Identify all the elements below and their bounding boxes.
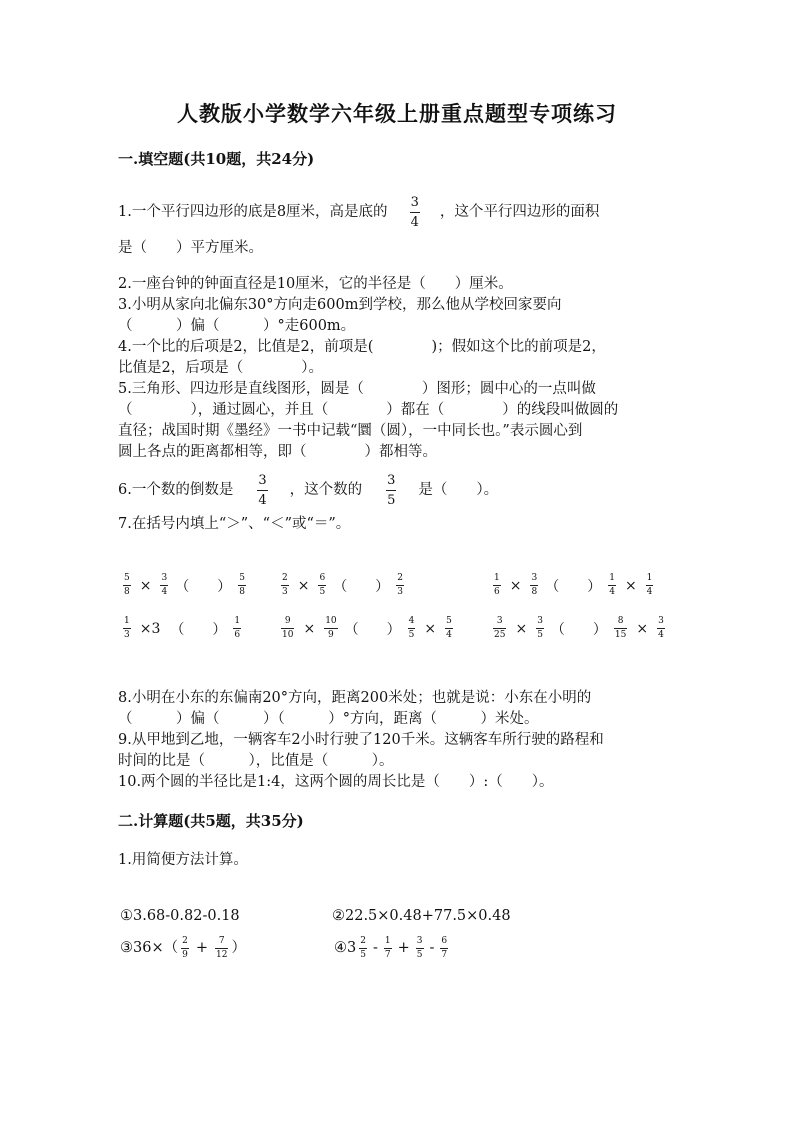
- left-fraction-1: [281, 617, 294, 640]
- fraction-bar: [233, 628, 241, 629]
- question-5-line-1: 5.三角形、四边形是直线图形，圆是（ ）图形；圆中心的一点叫做: [118, 381, 596, 397]
- question-8-line-2: （ ）偏（ ）（ ）°方向，距离（ ）米处。: [118, 711, 539, 727]
- fraction-numerator: 3: [387, 473, 396, 488]
- fraction-bar: [181, 948, 189, 949]
- fraction-numerator: 7: [218, 936, 225, 946]
- fraction-numerator: 2: [397, 573, 403, 583]
- calc-4-plus: +: [397, 940, 410, 956]
- q6-text-b: ，这个数的: [289, 482, 363, 498]
- fraction-numerator: 3: [531, 573, 538, 583]
- question-5-line-4: 圆上各点的距离都相等，即（ ）都相等。: [118, 444, 437, 460]
- fraction-bar: [384, 948, 392, 949]
- fraction-denominator: 8: [531, 587, 538, 597]
- fraction-denominator: 4: [658, 630, 664, 640]
- left-fraction-2: [160, 574, 168, 597]
- comparison-item: [120, 617, 244, 640]
- answer-blank: （ ）: [344, 621, 401, 638]
- fraction-numerator: 3: [537, 616, 543, 626]
- fraction-numerator: 6: [319, 573, 326, 583]
- fraction-denominator: 5: [408, 630, 415, 640]
- fraction-denominator: 7: [384, 950, 391, 960]
- fraction-bar: [359, 948, 367, 949]
- calc-4-prefix: ④3: [334, 940, 357, 956]
- fraction-denominator: 7: [441, 950, 448, 960]
- right-fraction-2: [445, 617, 453, 640]
- question-6: [118, 474, 498, 507]
- fraction-denominator: 4: [609, 587, 615, 597]
- fraction-bar: [608, 585, 616, 586]
- times-three: ×3: [139, 620, 161, 637]
- fraction-bar: [281, 585, 289, 586]
- fraction-numerator: 1: [384, 936, 391, 946]
- fraction-numerator: 3: [416, 936, 423, 946]
- times-sign: ×: [303, 620, 316, 637]
- fraction-denominator: 6: [234, 630, 241, 640]
- calc-item-1: ①3.68-0.82-0.18: [120, 908, 240, 924]
- calc-3-plus: +: [195, 940, 208, 956]
- left-fraction-1: [123, 617, 131, 640]
- q1-fraction: [410, 196, 420, 229]
- fraction-bar: [416, 948, 424, 949]
- q6-text-a: 6.一个数的倒数是: [118, 482, 234, 498]
- calc-3-fraction-2: [215, 937, 228, 960]
- q1-fraction-denominator: 4: [410, 215, 419, 230]
- fraction-denominator: 5: [360, 950, 366, 960]
- question-9-line-1: 9.从甲地到乙地，一辆客车2小时行驶了120千米。这辆客车所行驶的路程和: [118, 732, 604, 748]
- right-fraction-1: [238, 574, 246, 597]
- right-fraction-1: [608, 574, 616, 597]
- fraction-bar: [493, 628, 506, 629]
- fraction-bar: [123, 585, 131, 586]
- fraction-numerator: 6: [441, 936, 448, 946]
- comparison-item: [278, 617, 456, 640]
- question-3-line-1: 3.小明从家向北偏东30°方向走600m到学校，那么他从学校回家要向: [118, 297, 562, 313]
- fraction-bar: [536, 628, 544, 629]
- fraction-numerator: 4: [408, 616, 415, 626]
- fraction-bar: [281, 628, 294, 629]
- question-5-line-2: （ ），通过圆心，并且（ ）都在（ ）的线段叫做圆的: [118, 402, 619, 418]
- fraction-bar: [445, 628, 453, 629]
- page-title: 人教版小学数学六年级上册重点题型专项练习: [177, 101, 617, 126]
- fraction-bar: [530, 585, 538, 586]
- fraction-bar: [440, 948, 448, 949]
- calc-item-4: [334, 937, 451, 960]
- times-sign: ×: [509, 577, 522, 594]
- fraction-numerator: 9: [284, 616, 291, 626]
- times-sign: ×: [297, 577, 310, 594]
- fraction-denominator: 12: [216, 950, 228, 960]
- question-10: 10.两个圆的半径比是1:4，这两个圆的周长比是（ ）:（ ）。: [118, 774, 554, 790]
- right-fraction-1: [396, 574, 404, 597]
- fraction-numerator: 3: [161, 573, 168, 583]
- fraction-denominator: 4: [161, 587, 168, 597]
- fraction-numerator: 3: [658, 616, 664, 626]
- calc-4-fraction-1: [359, 937, 367, 960]
- calc-4-fraction-4: [440, 937, 448, 960]
- fraction-bar: [410, 212, 420, 213]
- fraction-bar: [318, 585, 326, 586]
- q1-text-c: 是（ ）平方厘米。: [118, 240, 263, 256]
- fraction-bar: [493, 585, 501, 586]
- fraction-bar: [324, 628, 337, 629]
- comparison-item: [490, 617, 668, 640]
- times-sign: ×: [424, 620, 437, 637]
- comparison-item: [278, 574, 407, 597]
- fraction-bar: [614, 628, 627, 629]
- calc-item-2: ②22.5×0.48+77.5×0.48: [332, 908, 511, 924]
- left-fraction-1: [493, 617, 506, 640]
- fraction-denominator: 10: [282, 630, 294, 640]
- times-sign: ×: [636, 620, 649, 637]
- section-1-heading: 一.填空题(共10题，共24分): [118, 150, 315, 168]
- answer-blank: （ ）: [550, 621, 607, 638]
- section-2-heading: 二.计算题(共5题，共35分): [118, 812, 304, 830]
- answer-blank: （ ）: [333, 578, 390, 595]
- times-sign: ×: [139, 577, 152, 594]
- fraction-numerator: 2: [182, 936, 188, 946]
- question-7: 7.在括号内填上“＞”、“＜”或“＝”。: [118, 516, 351, 532]
- fraction-bar: [657, 628, 665, 629]
- fraction-numerator: 1: [646, 573, 653, 583]
- fraction-numerator: 1: [234, 616, 241, 626]
- question-3-line-2: （ ）偏（ ）°走600m。: [118, 318, 356, 334]
- fraction-numerator: 8: [617, 616, 624, 626]
- q6-fraction-2: [386, 474, 396, 507]
- fraction-bar: [386, 490, 396, 491]
- q6-fraction-1: [257, 474, 267, 507]
- fraction-numerator: 1: [124, 616, 130, 626]
- q1-text-b: ，这个平行四边形的面积: [439, 204, 600, 220]
- q6-text-c: 是（ ）。: [418, 482, 499, 498]
- left-fraction-2: [318, 574, 326, 597]
- answer-blank: （ ）: [170, 621, 227, 638]
- fraction-numerator: 5: [124, 573, 130, 583]
- fraction-numerator: 3: [496, 616, 503, 626]
- question-5-line-3: 直径；战国时期《墨经》一书中记载“圜（圆），一中同长也。”表示圆心到: [118, 423, 583, 439]
- left-fraction-1: [493, 574, 501, 597]
- q1-text-a: 1.一个平行四边形的底是8厘米，高是底的: [118, 204, 388, 220]
- fraction-bar: [408, 628, 416, 629]
- right-fraction-1: [233, 617, 241, 640]
- fraction-denominator: 9: [328, 630, 334, 640]
- calc-3-fraction-1: [181, 937, 189, 960]
- left-fraction-2: [324, 617, 337, 640]
- fraction-bar: [396, 585, 404, 586]
- question-4-line-2: 比值是2，后项是（ ）。: [118, 360, 323, 376]
- calc-4-fraction-3: [416, 937, 424, 960]
- fraction-bar: [238, 585, 246, 586]
- q1-fraction-numerator: 3: [410, 195, 419, 210]
- fraction-bar: [160, 585, 168, 586]
- question-8-line-1: 8.小明在小东的东偏南20°方向，距离200米处；也就是说：小东在小明的: [118, 690, 592, 706]
- fraction-denominator: 3: [124, 630, 130, 640]
- fraction-numerator: 5: [446, 616, 452, 626]
- fraction-bar: [257, 490, 267, 491]
- fraction-numerator: 5: [239, 573, 245, 583]
- right-fraction-2: [657, 617, 665, 640]
- left-fraction-2: [536, 617, 544, 640]
- fraction-numerator: 3: [258, 473, 267, 488]
- calc-4-minus-2: -: [429, 940, 435, 956]
- fraction-denominator: 25: [494, 630, 506, 640]
- comparison-item: [120, 574, 249, 597]
- fraction-denominator: 9: [182, 950, 188, 960]
- left-fraction-2: [530, 574, 538, 597]
- times-sign: ×: [515, 620, 528, 637]
- fraction-bar: [123, 628, 131, 629]
- calc-item-3: [120, 937, 246, 960]
- question-9-line-2: 时间的比是（ ），比值是（ ）。: [118, 753, 394, 769]
- fraction-numerator: 2: [282, 573, 288, 583]
- fraction-denominator: 5: [416, 950, 423, 960]
- calc-3-prefix: ③36×（: [120, 940, 179, 956]
- fraction-denominator: 3: [397, 587, 403, 597]
- answer-blank: （ ）: [175, 578, 232, 595]
- fraction-denominator: 3: [282, 587, 288, 597]
- calc-4-minus-1: -: [372, 940, 378, 956]
- question-1: [118, 196, 599, 229]
- fraction-denominator: 4: [446, 630, 452, 640]
- answer-blank: （ ）: [545, 578, 602, 595]
- left-fraction-1: [123, 574, 131, 597]
- fraction-denominator: 8: [239, 587, 245, 597]
- right-fraction-1: [408, 617, 416, 640]
- left-fraction-1: [281, 574, 289, 597]
- fraction-numerator: 1: [494, 573, 500, 583]
- fraction-denominator: 15: [614, 630, 627, 640]
- calc-4-fraction-2: [384, 937, 392, 960]
- fraction-bar: [215, 948, 228, 949]
- comparison-item: [490, 574, 656, 597]
- fraction-numerator: 10: [325, 616, 337, 626]
- fraction-bar: [646, 585, 654, 586]
- question-2: 2.一座台钟的钟面直径是10厘米，它的半径是（ ）厘米。: [118, 276, 513, 292]
- fraction-numerator: 1: [609, 573, 615, 583]
- calc-3-close: ）: [231, 940, 246, 956]
- right-fraction-2: [646, 574, 654, 597]
- fraction-numerator: 2: [360, 936, 366, 946]
- times-sign: ×: [624, 577, 637, 594]
- fraction-denominator: 5: [387, 493, 396, 508]
- question-4-line-1: 4.一个比的后项是2，比值是2，前项是( )；假如这个比的前项是2，: [118, 339, 606, 355]
- fraction-denominator: 5: [319, 587, 326, 597]
- fraction-denominator: 4: [258, 493, 267, 508]
- right-fraction-1: [614, 617, 627, 640]
- fraction-denominator: 8: [124, 587, 130, 597]
- calc-question-1: 1.用简便方法计算。: [118, 852, 248, 868]
- fraction-denominator: 6: [494, 587, 500, 597]
- fraction-denominator: 5: [537, 630, 543, 640]
- fraction-denominator: 4: [646, 587, 653, 597]
